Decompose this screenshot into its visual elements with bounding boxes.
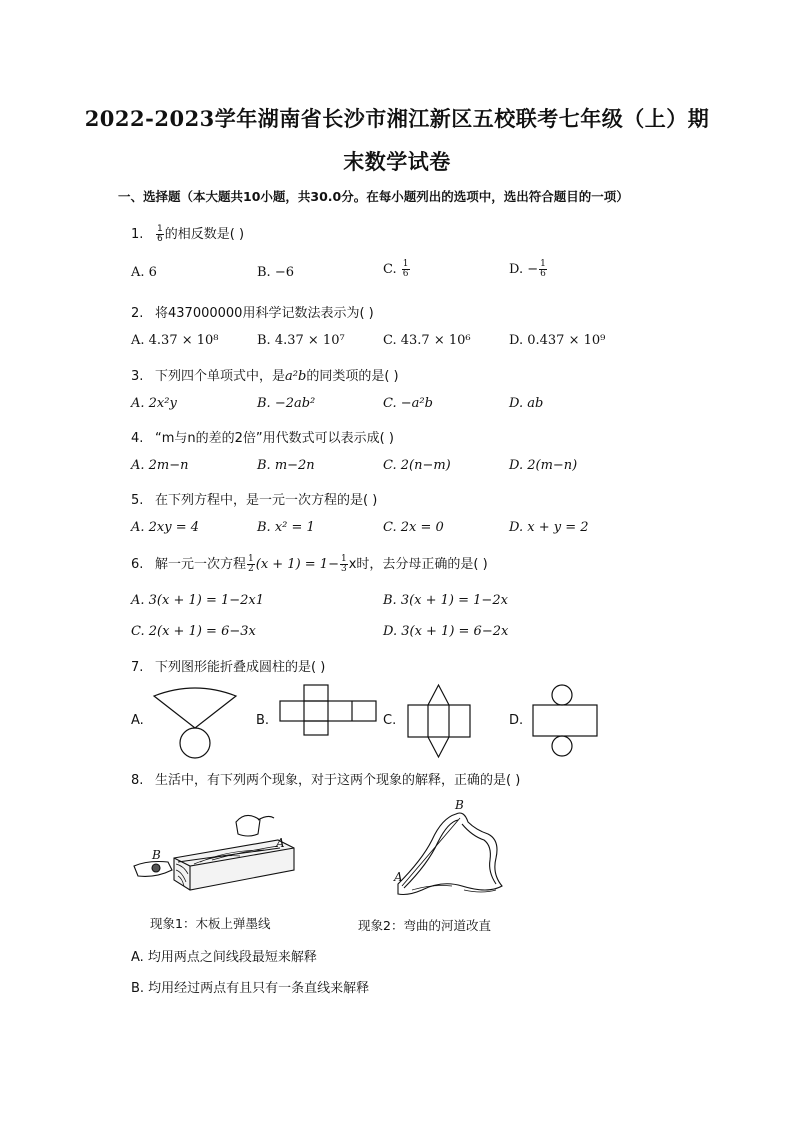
fraction: $\frac{1}{6}$ xyxy=(157,224,163,244)
q4-option-d: D. 2(m−n) xyxy=(509,458,578,473)
q1-option-c: C. $\frac{1}{6}$ xyxy=(383,259,409,279)
q7-figure-d xyxy=(530,683,600,759)
q7-option-c: C. xyxy=(383,713,397,728)
q3-option-a: A. 2x²y xyxy=(131,396,177,411)
question-4: 4. “m与n的差的2倍”用代数式可以表示成( ) xyxy=(131,431,394,446)
caption-phenomenon-1: 现象1：木板上弹墨线 xyxy=(150,916,271,931)
page-title-line2: 末数学试卷 xyxy=(343,149,451,174)
question-2: 2. 将437000000用科学记数法表示为( ) xyxy=(131,306,374,321)
q3-option-b: B. −2ab² xyxy=(257,396,316,411)
q5-option-b: B. x² = 1 xyxy=(257,520,315,535)
q2-option-d: D. 0.437 × 10⁹ xyxy=(509,333,606,348)
q3-option-d: D. ab xyxy=(509,396,544,411)
q5-option-c: C. 2x = 0 xyxy=(383,520,444,535)
page-title: 2022-2023学年湖南省长沙市湘江新区五校联考七年级（上）期 xyxy=(84,106,710,131)
q6-option-b: B. 3(x + 1) = 1−2x xyxy=(383,593,508,608)
point-a-label: A xyxy=(276,836,285,850)
q4-option-b: B. m−2n xyxy=(257,458,315,473)
q7-figure-c xyxy=(405,683,473,759)
q4-option-a: A. 2m−n xyxy=(131,458,189,473)
river-point-a-label: A xyxy=(394,870,403,884)
q8-option-a: A. 均用两点之间线段最短来解释 xyxy=(131,950,317,965)
q3-option-c: C. −a²b xyxy=(383,396,433,411)
q7-figure-b xyxy=(278,684,378,736)
river-point-b-label: B xyxy=(455,798,464,812)
q4-option-c: C. 2(n−m) xyxy=(383,458,451,473)
question-7: 7. 下列图形能折叠成圆柱的是( ) xyxy=(131,660,326,675)
q7-option-d: D. xyxy=(509,713,524,728)
question-1: 1. $\frac{1}{6}$ 的相反数是( ) xyxy=(131,224,245,244)
q8-option-b: B. 均用经过两点有且只有一条直线来解释 xyxy=(131,981,370,996)
question-5: 5. 在下列方程中，是一元一次方程的是( ) xyxy=(131,493,378,508)
question-3: 3. 下列四个单项式中，是a²b的同类项的是( ) xyxy=(131,369,399,384)
q5-option-d: D. x + y = 2 xyxy=(509,520,589,535)
q1-option-d: D. − $\frac{1}{6}$ xyxy=(509,259,546,279)
q2-option-a: A. 4.37 × 10⁸ xyxy=(131,333,219,348)
question-8: 8. 生活中，有下列两个现象，对于这两个现象的解释，正确的是( ) xyxy=(131,773,521,788)
q6-option-a: A. 3(x + 1) = 1−2x1 xyxy=(131,593,265,608)
caption-phenomenon-2: 现象2：弯曲的河道改直 xyxy=(358,918,491,933)
q1-option-b: B. −6 xyxy=(257,265,294,280)
q7-option-b: B. xyxy=(256,713,270,728)
section-heading: 一、选择题（本大题共10小题，共30.0分。在每小题列出的选项中，选出符合题目的一项） xyxy=(118,189,629,204)
river-figure xyxy=(392,800,522,908)
q2-option-b: B. 4.37 × 10⁷ xyxy=(257,333,345,348)
q7-figure-a xyxy=(148,684,242,760)
q1-option-a: A. 6 xyxy=(131,265,157,280)
q7-option-a: A. xyxy=(131,713,144,728)
q2-option-c: C. 43.7 × 10⁶ xyxy=(383,333,471,348)
q6-option-d: D. 3(x + 1) = 6−2x xyxy=(383,624,509,639)
q6-option-c: C. 2(x + 1) = 6−3x xyxy=(131,624,256,639)
question-6: 6. 解一元一次方程 $\frac{1}{2}$ (x + 1) = 1− $\frac{1}{3}$ x时，去分母正确的是( ) xyxy=(131,554,488,574)
point-b-label: B xyxy=(152,848,161,862)
q5-option-a: A. 2xy = 4 xyxy=(131,520,200,535)
